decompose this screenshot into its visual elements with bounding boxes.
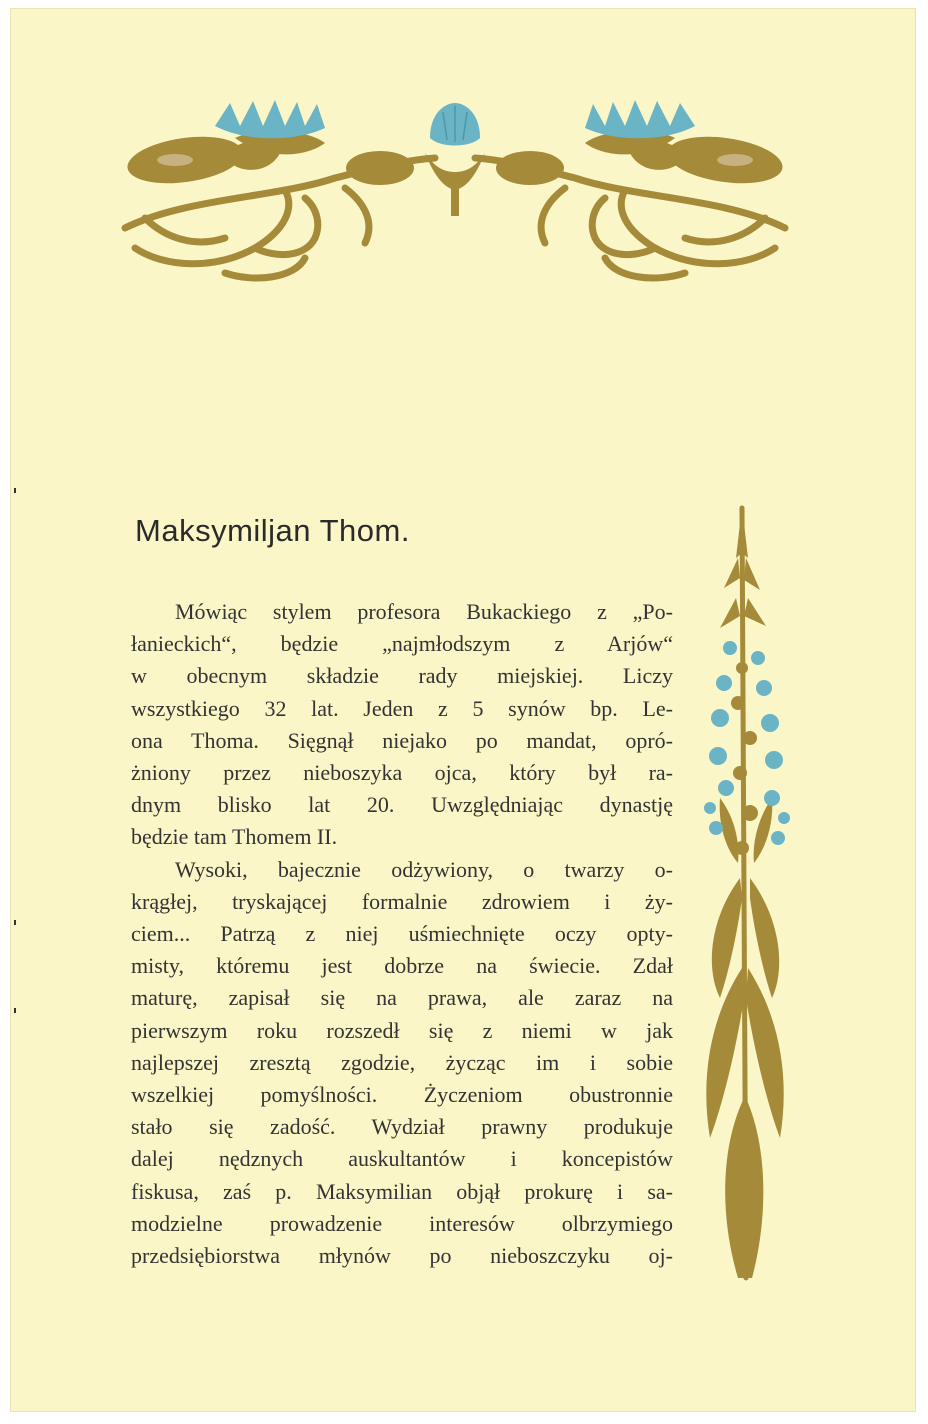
text-line: krągłej, tryskającej formalnie zdrowiem i ży- xyxy=(131,888,673,914)
text-line: łanieckich“, będzie „najmłodszym z Arjów“ xyxy=(131,631,673,657)
text-line: Wysoki, bajecznie odżywiony, o twarzy o- xyxy=(175,856,673,882)
text-line: ciem... Patrzą z niej uśmiechnięte oczy opty- xyxy=(131,921,673,947)
paragraph-1 xyxy=(131,596,673,854)
margin-mark xyxy=(14,1008,16,1013)
margin-mark xyxy=(14,920,16,925)
text-line: fiskusa, zaś p. Maksymilian objął prokurę i sa- xyxy=(131,1178,673,1204)
water-lily-ornament-icon xyxy=(105,98,805,288)
text-line: maturę, zapisał się na prawa, ale zaraz na xyxy=(131,985,673,1011)
article-title: Maksymiljan Thom. xyxy=(135,513,410,548)
paragraph-2 xyxy=(131,854,673,1273)
text-line: wszystkiego 32 lat. Jeden z 5 synów bp. Le- xyxy=(131,695,673,721)
text-line: w obecnym składzie rady miejskiej. Liczy xyxy=(131,663,673,689)
text-line: wszelkiej pomyślności. Życzeniom obustronnie xyxy=(131,1082,673,1108)
text-line: misty, któremu jest dobrze na świecie. Zdał xyxy=(131,953,673,979)
article-body xyxy=(131,596,673,1272)
book-page xyxy=(10,8,916,1412)
text-line: stało się zadość. Wydział prawny produkuje xyxy=(131,1114,673,1140)
text-line: pierwszym roku rozszedł się z niemi w jak xyxy=(131,1017,673,1043)
text-line: modzielne prowadzenie interesów olbrzymiego xyxy=(131,1210,673,1236)
text-line: najlepszej zresztą zgodzie, życząc im i sobie xyxy=(131,1049,673,1075)
text-line: Mówiąc stylem profesora Bukackiego z „Po- xyxy=(175,599,673,624)
text-line: dnym blisko lat 20. Uwzględniając dynastję xyxy=(131,792,673,818)
text-line: dalej nędznych auskultantów i koncepistów xyxy=(131,1146,673,1172)
text-line: przedsiębiorstwa młynów po nieboszczyku oj- xyxy=(131,1243,673,1269)
text-line: żniony przez nieboszyka ojca, który był ra- xyxy=(131,760,673,786)
text-line: ona Thoma. Sięgnął niejako po mandat, opró- xyxy=(131,727,673,753)
margin-mark xyxy=(14,488,16,493)
loosestrife-flower-icon xyxy=(680,498,815,1288)
text-line: będzie tam Thomem II. xyxy=(131,824,338,850)
